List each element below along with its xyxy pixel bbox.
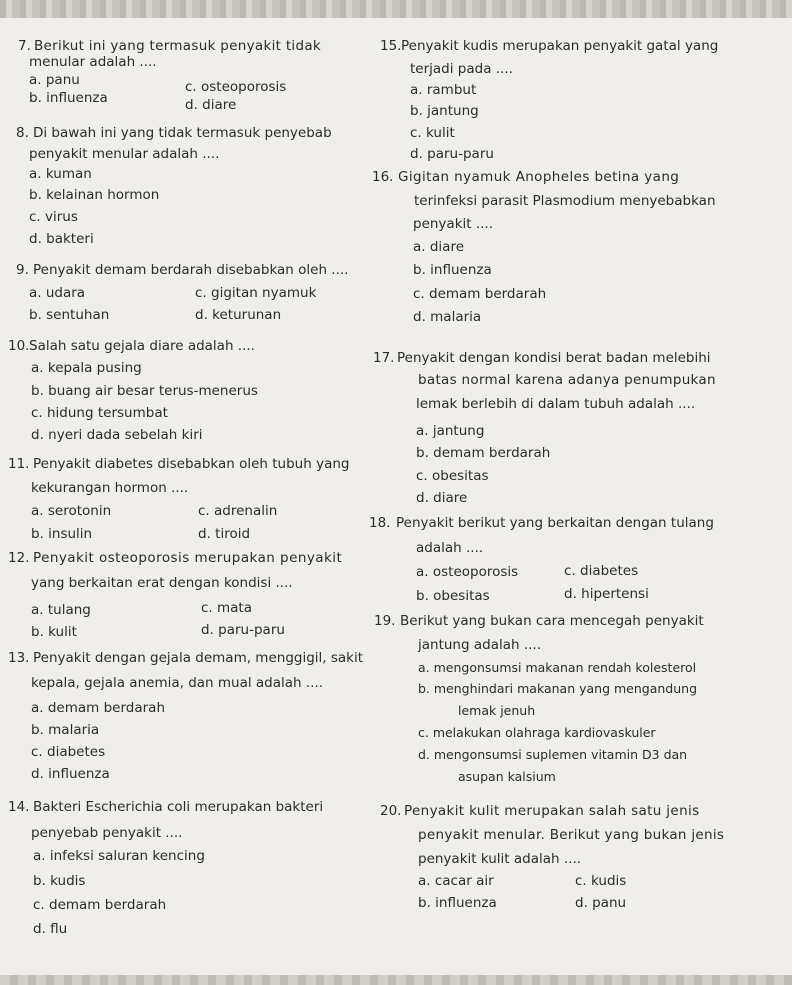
question-text: Penyakit dengan gejala demam, menggigil, sakit: [33, 650, 364, 666]
option-b-continued: lemak jenuh: [458, 703, 536, 718]
option-a[interactable]: a. panu: [29, 72, 80, 88]
question-number: 7.: [18, 38, 31, 54]
page-bottom-edge: [0, 975, 792, 985]
option-b[interactable]: b. kudis: [33, 873, 86, 889]
question-number: 17.: [373, 350, 395, 366]
question-text: menular adalah ....: [29, 54, 157, 70]
question-text: Salah satu gejala diare adalah ....: [29, 338, 255, 354]
question-text: Berikut ini yang termasuk penyakit tidak: [34, 38, 322, 54]
option-d[interactable]: d. panu: [575, 895, 627, 911]
option-b[interactable]: b. influenza: [413, 262, 492, 278]
option-d[interactable]: d. diare: [416, 490, 468, 506]
question-text: Penyakit kulit merupakan salah satu jenis: [404, 803, 700, 819]
option-d[interactable]: d. influenza: [31, 766, 110, 782]
option-c[interactable]: c. hidung tersumbat: [31, 405, 168, 421]
question-number: 16.: [372, 169, 394, 185]
option-a[interactable]: a. demam berdarah: [31, 700, 166, 716]
question-text: adalah ....: [416, 540, 484, 556]
question-text: terjadi pada ....: [410, 61, 513, 77]
option-d[interactable]: d. flu: [33, 921, 68, 937]
question-number: 15.: [380, 38, 402, 54]
question-number: 19.: [374, 613, 396, 629]
option-d[interactable]: d. keturunan: [195, 307, 282, 323]
option-a[interactable]: a. tulang: [31, 602, 91, 618]
option-c[interactable]: c. gigitan nyamuk: [195, 285, 317, 301]
question-number: 14.: [8, 799, 30, 815]
option-b[interactable]: b. influenza: [29, 90, 108, 106]
question-text: penyakit kulit adalah ....: [418, 851, 582, 867]
option-d[interactable]: d. tiroid: [198, 526, 251, 542]
option-d-continued: asupan kalsium: [458, 769, 556, 784]
question-text: Penyakit kudis merupakan penyakit gatal yang: [401, 38, 719, 54]
question-text: penyakit menular adalah ....: [29, 146, 220, 162]
option-b[interactable]: b. demam berdarah: [416, 445, 551, 461]
option-a[interactable]: a. jantung: [416, 423, 485, 439]
option-b[interactable]: b. obesitas: [416, 588, 490, 604]
question-text: jantung adalah ....: [418, 637, 541, 653]
option-a[interactable]: a. rambut: [410, 82, 477, 98]
question-number: 8.: [16, 125, 29, 141]
option-b[interactable]: b. influenza: [418, 895, 497, 911]
question-text: kepala, gejala anemia, dan mual adalah ....: [31, 675, 324, 691]
question-number: 10.: [8, 338, 30, 354]
option-b[interactable]: b. menghindari makanan yang mengandung: [418, 681, 698, 696]
question-number: 18.: [369, 515, 391, 531]
question-text: Penyakit berikut yang berkaitan dengan tulang: [396, 515, 714, 531]
option-a[interactable]: a. serotonin: [31, 503, 112, 519]
question-text: Berikut yang bukan cara mencegah penyakit: [400, 613, 704, 629]
option-b[interactable]: b. malaria: [31, 722, 100, 738]
option-d[interactable]: d. diare: [185, 97, 237, 113]
option-c[interactable]: c. diabetes: [564, 563, 639, 579]
option-c[interactable]: c. kulit: [410, 125, 455, 141]
option-a[interactable]: a. osteoporosis: [416, 564, 519, 580]
option-c[interactable]: c. demam berdarah: [413, 286, 547, 302]
question-number: 20.: [380, 803, 402, 819]
option-c[interactable]: c. melakukan olahraga kardiovaskuler: [418, 725, 656, 740]
option-b[interactable]: b. buang air besar terus-menerus: [31, 383, 258, 399]
question-text: kekurangan hormon ....: [31, 480, 189, 496]
question-number: 11.: [8, 456, 30, 472]
option-d[interactable]: d. paru-paru: [410, 146, 494, 162]
option-a[interactable]: a. udara: [29, 285, 86, 301]
option-a[interactable]: a. kuman: [29, 166, 92, 182]
option-d[interactable]: d. mengonsumsi suplemen vitamin D3 dan: [418, 747, 688, 762]
question-text: terinfeksi parasit Plasmodium menyebabkan: [414, 193, 716, 209]
option-b[interactable]: b. sentuhan: [29, 307, 110, 323]
option-c[interactable]: c. virus: [29, 209, 78, 225]
option-a[interactable]: a. kepala pusing: [31, 360, 142, 376]
option-b[interactable]: b. insulin: [31, 526, 93, 542]
question-text: penyakit menular. Berikut yang bukan jenis: [418, 827, 725, 843]
question-text: yang berkaitan erat dengan kondisi ....: [31, 575, 293, 591]
option-d[interactable]: d. paru-paru: [201, 622, 285, 638]
question-text: lemak berlebih di dalam tubuh adalah ....: [416, 396, 696, 412]
question-text: Bakteri Escherichia coli merupakan bakteri: [33, 799, 324, 815]
question-text: Penyakit osteoporosis merupakan penyakit: [33, 550, 343, 566]
question-text: Penyakit demam berdarah disebabkan oleh ....: [33, 262, 349, 278]
question-number: 13.: [8, 650, 30, 666]
torn-page-top-edge: [0, 0, 792, 18]
option-a[interactable]: a. mengonsumsi makanan rendah kolesterol: [418, 660, 697, 675]
option-b[interactable]: b. kulit: [31, 624, 77, 640]
option-a[interactable]: a. diare: [413, 239, 465, 255]
option-c[interactable]: c. kudis: [575, 873, 627, 889]
option-b[interactable]: b. jantung: [410, 103, 479, 119]
option-c[interactable]: c. osteoporosis: [185, 79, 287, 95]
option-c[interactable]: c. obesitas: [416, 468, 489, 484]
option-d[interactable]: d. bakteri: [29, 231, 94, 247]
option-b[interactable]: b. kelainan hormon: [29, 187, 160, 203]
question-text: Penyakit diabetes disebabkan oleh tubuh yang: [33, 456, 350, 472]
option-c[interactable]: c. diabetes: [31, 744, 106, 760]
option-a[interactable]: a. cacar air: [418, 873, 494, 889]
question-text: penyebab penyakit ....: [31, 825, 183, 841]
option-d[interactable]: d. nyeri dada sebelah kiri: [31, 427, 203, 443]
option-d[interactable]: d. malaria: [413, 309, 482, 325]
question-text: Gigitan nyamuk Anopheles betina yang: [398, 169, 680, 185]
question-number: 12.: [8, 550, 30, 566]
option-c[interactable]: c. demam berdarah: [33, 897, 167, 913]
question-text: Penyakit dengan kondisi berat badan melebihi: [397, 350, 711, 366]
question-text: batas normal karena adanya penumpukan: [418, 372, 716, 388]
question-text: penyakit ....: [413, 216, 494, 232]
option-c[interactable]: c. mata: [201, 600, 252, 616]
option-a[interactable]: a. infeksi saluran kencing: [33, 848, 205, 864]
question-text: Di bawah ini yang tidak termasuk penyebab: [33, 125, 332, 141]
option-d[interactable]: d. hipertensi: [564, 586, 649, 602]
question-number: 9.: [16, 262, 29, 278]
option-c[interactable]: c. adrenalin: [198, 503, 278, 519]
